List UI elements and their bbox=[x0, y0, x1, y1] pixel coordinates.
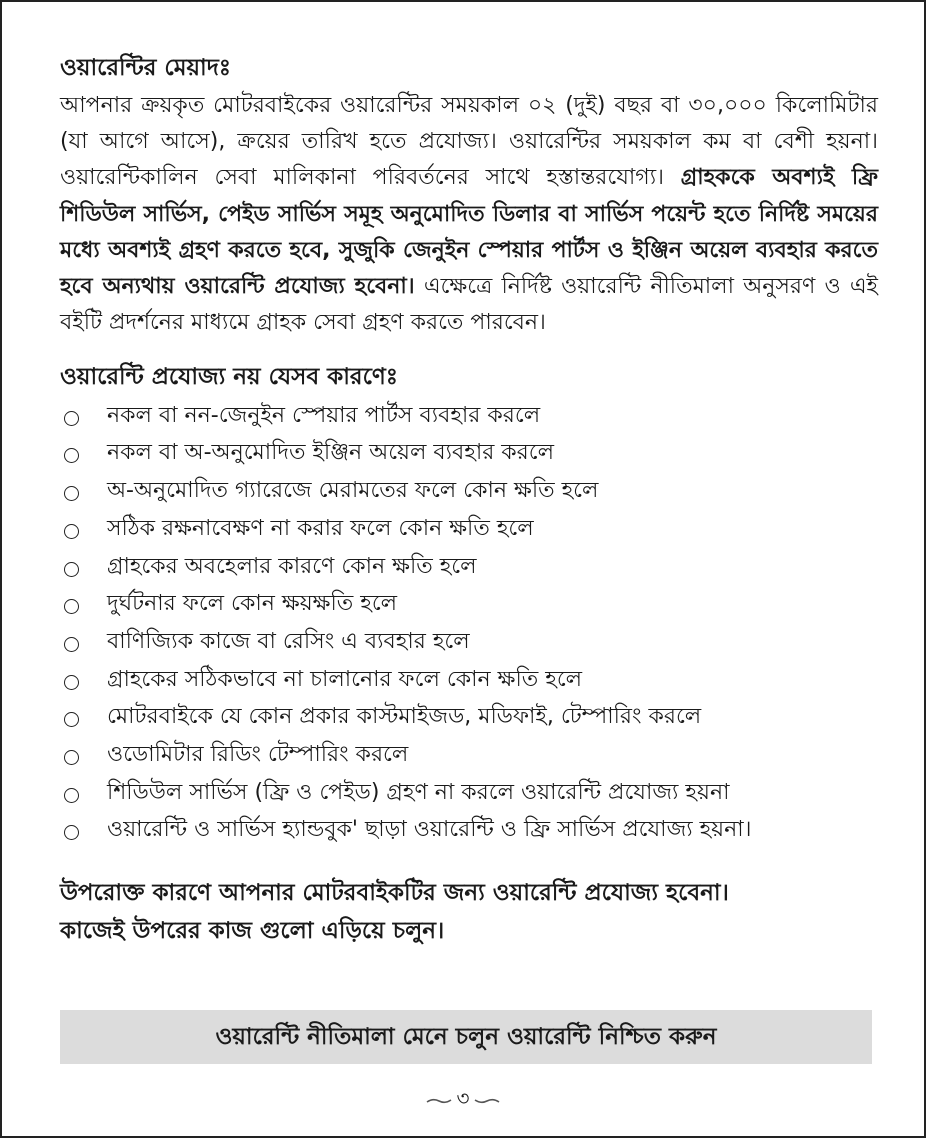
list-item-text: গ্রাহকের অবহেলার কারণে কোন ক্ষতি হলে bbox=[107, 553, 477, 579]
left-flourish-icon bbox=[426, 1098, 452, 1104]
paragraph-text-1: আপনার ক্রয়কৃত মোটরবাইকের ওয়ারেন্টির সময়কাল ০২ (দুই) বছর বা ৩০,০০০ কিলোমিটার (যা আগে আসে), ক্রয়ের তারিখ হতে প্রযোজ্য। ওয়ারেন্টির সময়কাল কম বা বেশী হয়না। ওয়ারেন্টিকালিন সেবা মালিকানা পরিবর্তনের সাথে হস্তান্তরযোগ্য। bbox=[60, 93, 878, 191]
list-item-text: ওডোমিটার রিডিং টেম্পারিং করলে bbox=[107, 741, 409, 767]
list-item bbox=[60, 397, 878, 435]
circle-bullet-icon bbox=[64, 486, 79, 501]
paragraph-bold-text: গ্রাহককে অবশ্যই ফ্রি শিডিউল সার্ভিস, পেইড সার্ভিস সমূহ অনুমোদিত ডিলার বা সার্ভিস পয়েন্ট হতে নির্দিষ্ট সময়ের মধ্যে অবশ্যই গ্রহণ করতে হবে, সুজুকি জেনুইন স্পেয়ার পার্টস ও ইঞ্জিন অয়েল ব্যবহার করতে হবে অন্যথায় ওয়ারেন্টি প্রযোজ্য হবেনা। bbox=[60, 165, 878, 300]
circle-bullet-icon bbox=[64, 675, 79, 690]
list-item bbox=[60, 548, 878, 586]
list-item-text: দুর্ঘটনার ফলে কোন ক্ষয়ক্ষতি হলে bbox=[107, 591, 398, 617]
conclusion-line-1: উপরোক্ত কারণে আপনার মোটরবাইকটির জন্য ওয়ারেন্টি প্রযোজ্য হবেনা। bbox=[60, 879, 729, 906]
list-item bbox=[60, 435, 878, 473]
list-item-text: শিডিউল সার্ভিস (ফ্রি ও পেইড) গ্রহণ না করলে ওয়ারেন্টি প্রযোজ্য হয়না bbox=[107, 779, 730, 805]
list-item bbox=[60, 510, 878, 548]
circle-bullet-icon bbox=[64, 562, 79, 577]
list-item bbox=[60, 473, 878, 511]
paragraph-text-2: এক্ষেত্রে নির্দিষ্ট ওয়ারেন্টি নীতিমালা অনুসরণ ও এই বইটি প্রদর্শনের মাধ্যমে গ্রাহক সেবা গ্রহণ করতে পারবেন। bbox=[60, 274, 878, 336]
page-number bbox=[2, 1084, 924, 1117]
circle-bullet-icon bbox=[64, 788, 79, 803]
conclusion bbox=[60, 874, 878, 950]
exclusions-list bbox=[60, 397, 878, 849]
circle-bullet-icon bbox=[64, 712, 79, 727]
list-item-text: নকল বা অ-অনুমোদিত ইঞ্জিন অয়েল ব্যবহার করলে bbox=[107, 440, 555, 466]
list-item-text: বাণিজ্যিক কাজে বা রেসিং এ ব্যবহার হলে bbox=[107, 628, 470, 654]
list-item bbox=[60, 699, 878, 737]
list-item-text: সঠিক রক্ষনাবেক্ষণ না করার ফলে কোন ক্ষতি হলে bbox=[107, 515, 534, 541]
banner bbox=[60, 1010, 872, 1064]
content bbox=[60, 52, 878, 950]
list-item-text: মোটরবাইকে যে কোন প্রকার কাস্টমাইজড, মডিফাই, টেম্পারিং করলে bbox=[107, 704, 702, 730]
list-item bbox=[60, 737, 878, 775]
circle-bullet-icon bbox=[64, 750, 79, 765]
list-item-text: গ্রাহকের সঠিকভাবে না চালানোর ফলে কোন ক্ষতি হলে bbox=[107, 666, 583, 692]
circle-bullet-icon bbox=[64, 599, 79, 614]
circle-bullet-icon bbox=[64, 448, 79, 463]
list-item bbox=[60, 812, 878, 850]
circle-bullet-icon bbox=[64, 825, 79, 840]
list-item-text: ওয়ারেন্টি ও সার্ভিস হ্যান্ডবুক' ছাড়া ওয়ারেন্টি ও ফ্রি সার্ভিস প্রযোজ্য হয়না। bbox=[107, 817, 752, 843]
list-item bbox=[60, 624, 878, 662]
list-item-text: নকল বা নন-জেনুইন স্পেয়ার পার্টস ব্যবহার করলে bbox=[107, 402, 541, 428]
conclusion-line-2: কাজেই উপরের কাজ গুলো এড়িয়ে চলুন। bbox=[60, 917, 445, 944]
list-item bbox=[60, 586, 878, 624]
list-item-text: অ-অনুমোদিত গ্যারেজে মেরামতের ফলে কোন ক্ষতি হলে bbox=[107, 478, 599, 504]
circle-bullet-icon bbox=[64, 524, 79, 539]
circle-bullet-icon bbox=[64, 637, 79, 652]
right-flourish-icon bbox=[474, 1098, 500, 1104]
list-item bbox=[60, 774, 878, 812]
warranty-period-paragraph bbox=[60, 88, 878, 341]
page-number-text: ৩ bbox=[456, 1086, 470, 1110]
list-item bbox=[60, 661, 878, 699]
exclusions-heading: ওয়ারেন্টি প্রযোজ্য নয় যেসব কারণেঃ bbox=[60, 364, 398, 391]
banner-text: ওয়ারেন্টি নীতিমালা মেনে চলুন ওয়ারেন্টি নিশ্চিত করুন bbox=[215, 1023, 717, 1050]
circle-bullet-icon bbox=[64, 411, 79, 426]
warranty-period-heading: ওয়ারেন্টির মেয়াদঃ bbox=[60, 55, 232, 81]
